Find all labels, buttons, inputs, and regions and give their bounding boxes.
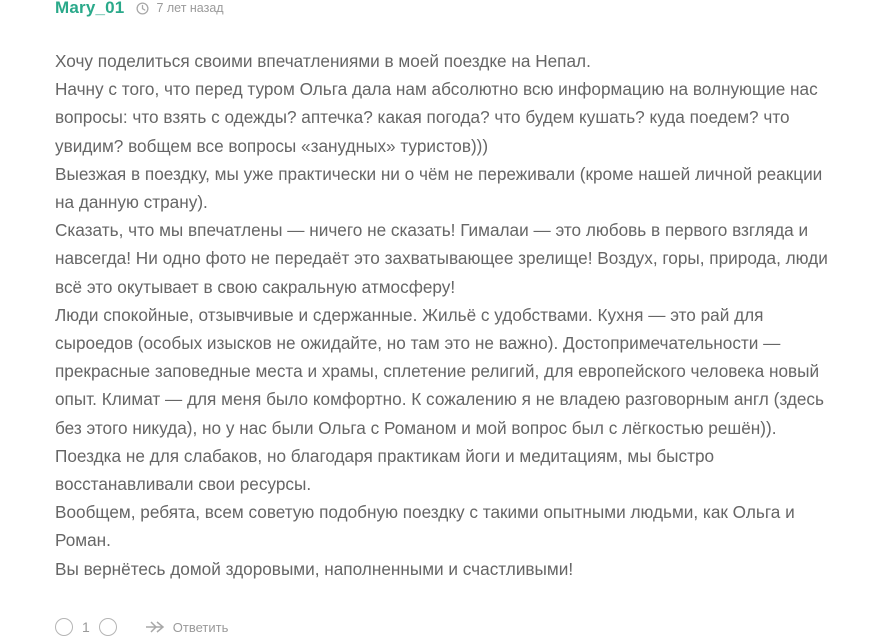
comment-paragraph: Поездка не для слабаков, но благодаря практикам йоги и медитациям, мы быстро восстанавливали свои ресурсы.	[55, 445, 715, 495]
upvote-button[interactable]	[55, 618, 73, 636]
comment-meta	[136, 1, 223, 15]
reply-arrow-icon	[145, 621, 165, 633]
comment-actions	[55, 618, 228, 636]
downvote-button[interactable]	[99, 618, 117, 636]
comment-paragraph: Вы вернётесь домой здоровыми, наполненными и счастливыми!	[55, 558, 574, 579]
comment-paragraph: Начну с того, что перед туром Ольга дала нам абсолютно всю информацию на волнующие нас вопросы: что взять с одежды? аптечка? какая погода? что будем кушать? куда поедем? что увидим? вобщем все вопросы «занудных» туристов)))	[55, 79, 818, 156]
comment-author[interactable]: Mary_01	[55, 0, 125, 17]
comment-text	[55, 47, 845, 583]
comment-paragraph: Хочу поделиться своими впечатлениями в моей поездке на Непал.	[55, 51, 591, 71]
vote-count: 1	[82, 619, 90, 635]
comment-paragraph: Люди спокойные, отзывчивые и сдержанные. Жильё с удобствами. Кухня — это рай для сыроедов (особых изысков не ожидайте, но там это не важно). Достопримечательности — прекрасные заповедные места и храмы, сплетение религий, для европейского человека новый опыт. Климат — для меня было комфортно. К сожалению я не владею разговорным англ (здесь без этого никуда), но у нас были Ольга с Романом и мой вопрос был с лёгкостью решён)).	[55, 304, 824, 438]
comment-paragraph: Вообщем, ребята, всем советую подобную поездку с такими опытными людьми, как Ольга и Роман.	[55, 502, 795, 551]
reply-label: Ответить	[172, 619, 229, 635]
comment-paragraph: Выезжая в поездку, мы уже практически ни о чём не переживали (кроме нашей личной реакции на данную страну).	[55, 163, 823, 213]
clock-icon	[136, 2, 149, 15]
comment-paragraph: Сказать, что мы впечатлены — ничего не сказать! Гималаи — это любовь в первого взгляда и навсегда! Ни одно фото не передаёт это захватывающее зрелище! Воздух, горы, природа, люди всё это окутывает в свою сакральную атмосферу!	[55, 220, 828, 297]
comment-timestamp: 7 лет назад	[156, 1, 224, 15]
comment	[55, 0, 855, 635]
comment-header	[55, 0, 855, 18]
reply-button[interactable]	[145, 620, 229, 635]
